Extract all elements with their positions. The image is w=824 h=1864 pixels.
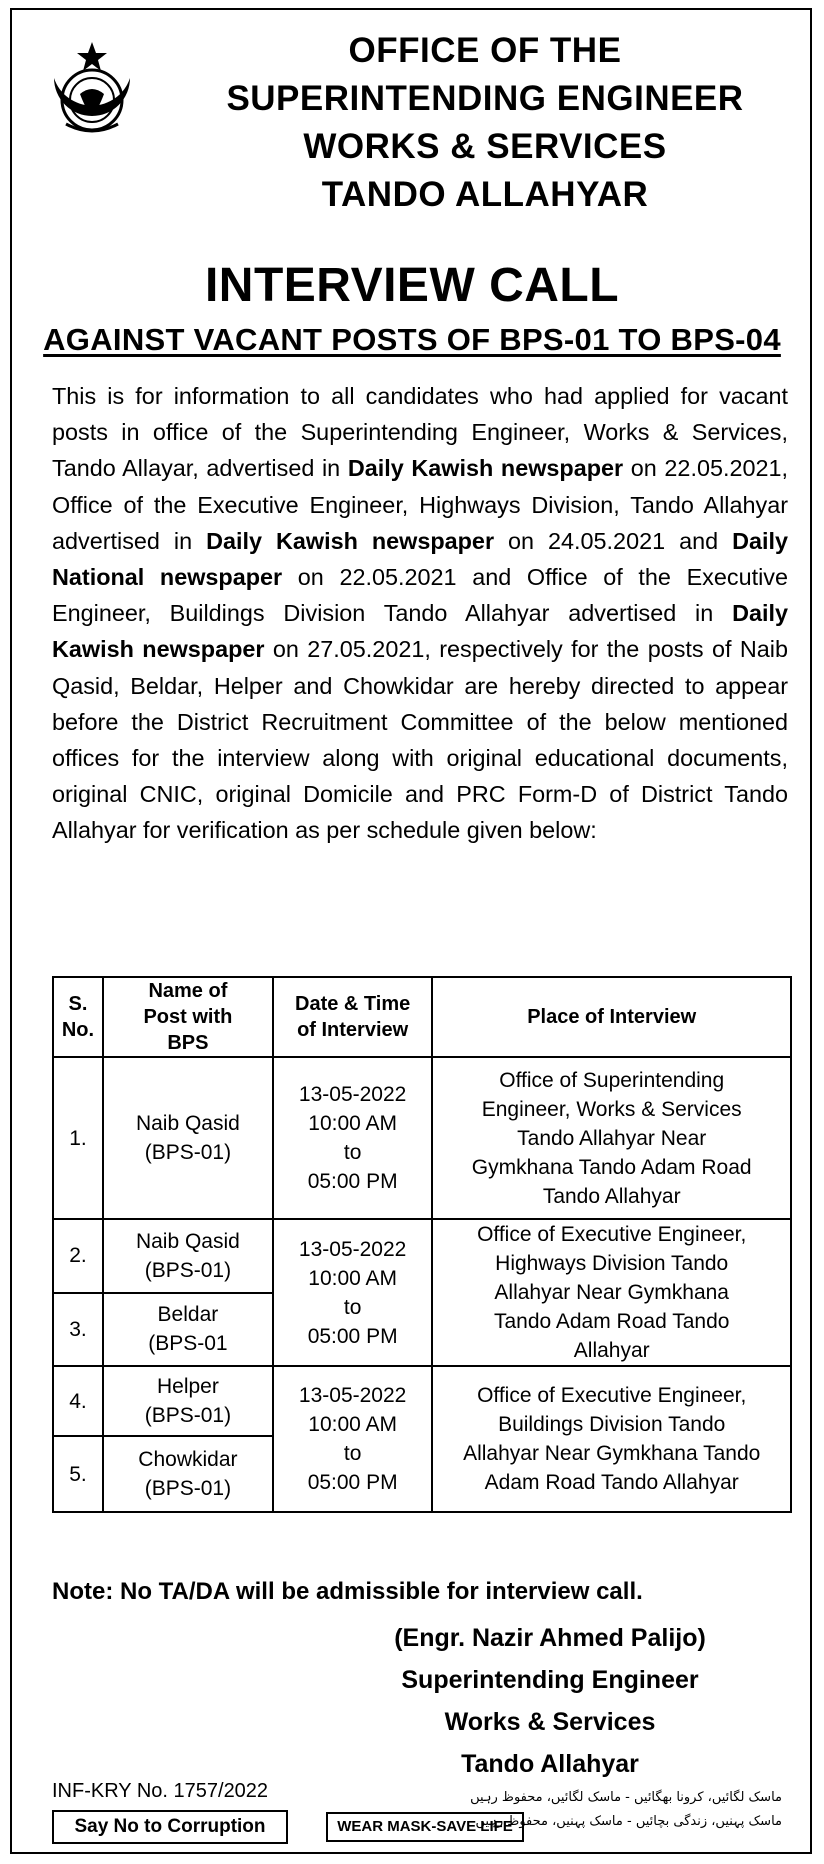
signature-designation: Superintending Engineer <box>401 1666 699 1694</box>
interview-end: 05:00 PM <box>307 1170 398 1193</box>
row-datetime <box>273 1219 433 1366</box>
interview-end: 05:00 PM <box>307 1471 398 1494</box>
body-text-5: on 27.05.2021, respectively for the posts of Naib Qasid, Beldar, Helper and Chowkidar are hereby directed to appear before the District Recruitment Committee of the below mentioned offices for the interview along with original educational documents, original CNIC, original Domicile and PRC Form-D of District Tando Allahyar for verification as per schedule given below: <box>52 636 788 844</box>
page-title: INTERVIEW CALL <box>204 259 620 312</box>
signature-name: (Engr. Nazir Ahmed Palijo) <box>394 1624 706 1652</box>
col-header-date: Date & Time of Interview <box>273 977 433 1057</box>
signature-place: Tando Allahyar <box>461 1750 639 1778</box>
row-post: Naib Qasid (BPS-01) <box>103 1219 273 1293</box>
body-text-2: on 22.05.2021, Office of the Executive Engineer, Highways Division, Tando Allahyar advertised in <box>52 455 788 554</box>
row-place: Office of Executive Engineer, Buildings Division Tando Allahyar Near Gymkhana Tando Adam Road Tando Allahyar <box>432 1366 791 1512</box>
body-text-1: This is for information to all candidates who had applied for vacant posts in office of the Superintending Engineer, Works & Services, Tando Allayar, advertised in <box>52 383 788 482</box>
header-line-1: OFFICE OF THE <box>348 31 622 70</box>
row-post: Chowkidar (BPS-01) <box>103 1436 273 1512</box>
say-no-to-corruption-badge: Say No to Corruption <box>52 1810 288 1844</box>
body-bold-4: Daily Kawish newspaper <box>52 600 788 663</box>
interview-date: 13-05-2022 <box>298 1384 407 1407</box>
body-paragraph <box>52 378 788 849</box>
interview-to: to <box>343 1442 362 1465</box>
row-sno: 2. <box>53 1219 103 1293</box>
body-text-3: on 24.05.2021 and <box>494 527 733 554</box>
interview-schedule-table <box>52 976 792 1513</box>
col-header-post: Name of Post with BPS <box>103 977 273 1057</box>
interview-date: 13-05-2022 <box>298 1237 407 1261</box>
signature-dept: Works & Services <box>444 1708 656 1736</box>
interview-time: 10:00 AM <box>308 1112 397 1135</box>
government-seal-icon <box>44 38 140 142</box>
table-row <box>53 1219 791 1293</box>
row-post: Helper (BPS-01) <box>103 1366 273 1436</box>
row-datetime <box>273 1057 433 1219</box>
body-text-4: on 22.05.2021 and Office of the Executive Engineer, Buildings Division Tando Allahyar advertised in <box>52 564 788 627</box>
urdu-slogan-2: ماسک پہنیں، زندگی بچائیں - ماسک پہنیں، محفوظ رہیں <box>475 1814 782 1829</box>
interview-date: 13-05-2022 <box>298 1083 407 1106</box>
row-post: Beldar (BPS-01 <box>103 1293 273 1367</box>
header-line-3: WORKS & SERVICES <box>303 127 667 166</box>
interview-end: 05:00 PM <box>307 1324 398 1348</box>
interview-to: to <box>343 1295 362 1319</box>
page-subtitle: AGAINST VACANT POSTS OF BPS-01 TO BPS-04 <box>43 322 781 357</box>
col-header-sno: S. No. <box>53 977 103 1057</box>
col-header-place: Place of Interview <box>432 977 791 1057</box>
row-place: Office of Superintending Engineer, Works & Services Tando Allahyar Near Gymkhana Tando Adam Road Tando Allahyar <box>432 1057 791 1219</box>
body-bold-2: Daily Kawish newspaper <box>206 527 495 554</box>
body-bold-1: Daily Kawish newspaper <box>347 455 624 482</box>
header-line-4: TANDO ALLAHYAR <box>321 175 649 214</box>
row-sno: 3. <box>53 1293 103 1367</box>
interview-to: to <box>343 1141 362 1164</box>
inf-reference: INF-KRY No. 1757/2022 <box>52 1780 269 1802</box>
table-row <box>53 1057 791 1219</box>
note-text: Note: No TA/DA will be admissible for interview call. <box>52 1578 643 1605</box>
row-datetime <box>273 1366 433 1512</box>
row-place: Office of Executive Engineer, Highways Division Tando Allahyar Near Gymkhana Tando Adam Road Tando Allahyar <box>432 1219 791 1366</box>
interview-time: 10:00 AM <box>308 1266 397 1290</box>
row-sno: 4. <box>53 1366 103 1436</box>
interview-time: 10:00 AM <box>308 1413 397 1436</box>
table-row <box>53 1366 791 1436</box>
row-post: Naib Qasid (BPS-01) <box>103 1057 273 1219</box>
body-bold-3: Daily National newspaper <box>52 527 788 591</box>
wear-mask-badge: WEAR MASK-SAVE LIFE <box>326 1812 524 1842</box>
row-sno: 5. <box>53 1436 103 1512</box>
urdu-slogan-1: ماسک لگائیں، کرونا بھگائیں - ماسک لگائیں، محفوظ رہیں <box>470 1790 782 1805</box>
row-sno: 1. <box>53 1057 103 1219</box>
header-line-2: SUPERINTENDING ENGINEER <box>226 79 744 118</box>
table-header-row <box>53 977 791 1057</box>
